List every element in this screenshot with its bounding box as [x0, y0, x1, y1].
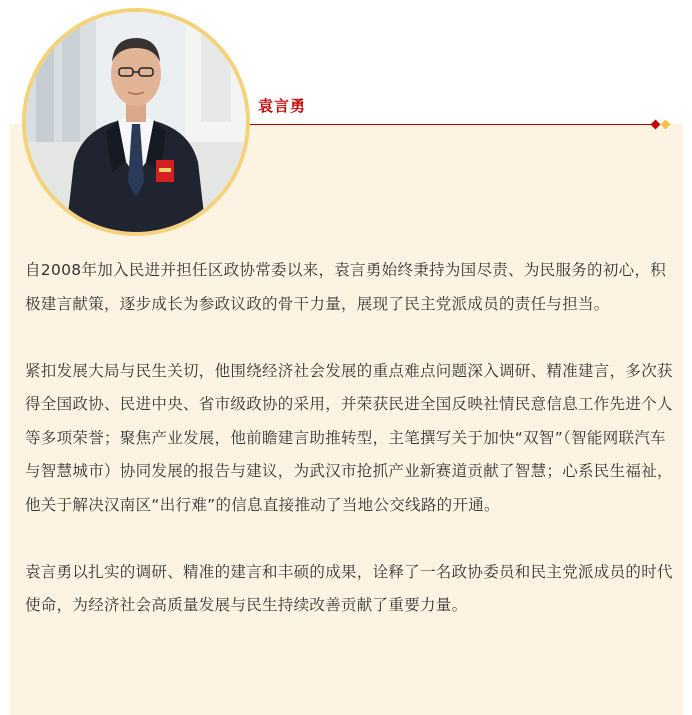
- avatar-frame: [22, 8, 250, 236]
- name-divider: [246, 124, 653, 125]
- person-name: 袁言勇: [258, 97, 307, 115]
- portrait-photo: [26, 12, 246, 232]
- article-body: [25, 254, 675, 656]
- article-paragraph: 袁言勇以扎实的调研、精准的建言和丰硕的成果，诠释了一名政协委员和民主党派成员的时代使命，为经济社会高质量发展与民生持续改善贡献了重要力量。: [25, 562, 673, 614]
- article-paragraph: 紧扣发展大局与民生关切，他围绕经济社会发展的重点难点问题深入调研、精准建言，多次获得全国政协、民进中央、省市级政协的采用，并荣获民进全国反映社情民意信息工作先进个人等多项荣誉；聚焦产业发展，他前瞻建言助推转型，主笔撰写关于加快“双智”（智能网联汽车与智慧城市）协同发展的报告与建议，为武汉市抢抓产业新赛道贡献了智慧；心系民生福祉，他关于解决汉南区“出行难”的信息直接推动了当地公交线路的开通。: [25, 361, 673, 514]
- article-paragraph: 自2008年加入民进并担任区政协常委以来，袁言勇始终秉持为国尽责、为民服务的初心，积极建言献策，逐步成长为参政议政的骨干力量，展现了民主党派成员的责任与担当。: [25, 261, 667, 313]
- avatar: [26, 12, 246, 232]
